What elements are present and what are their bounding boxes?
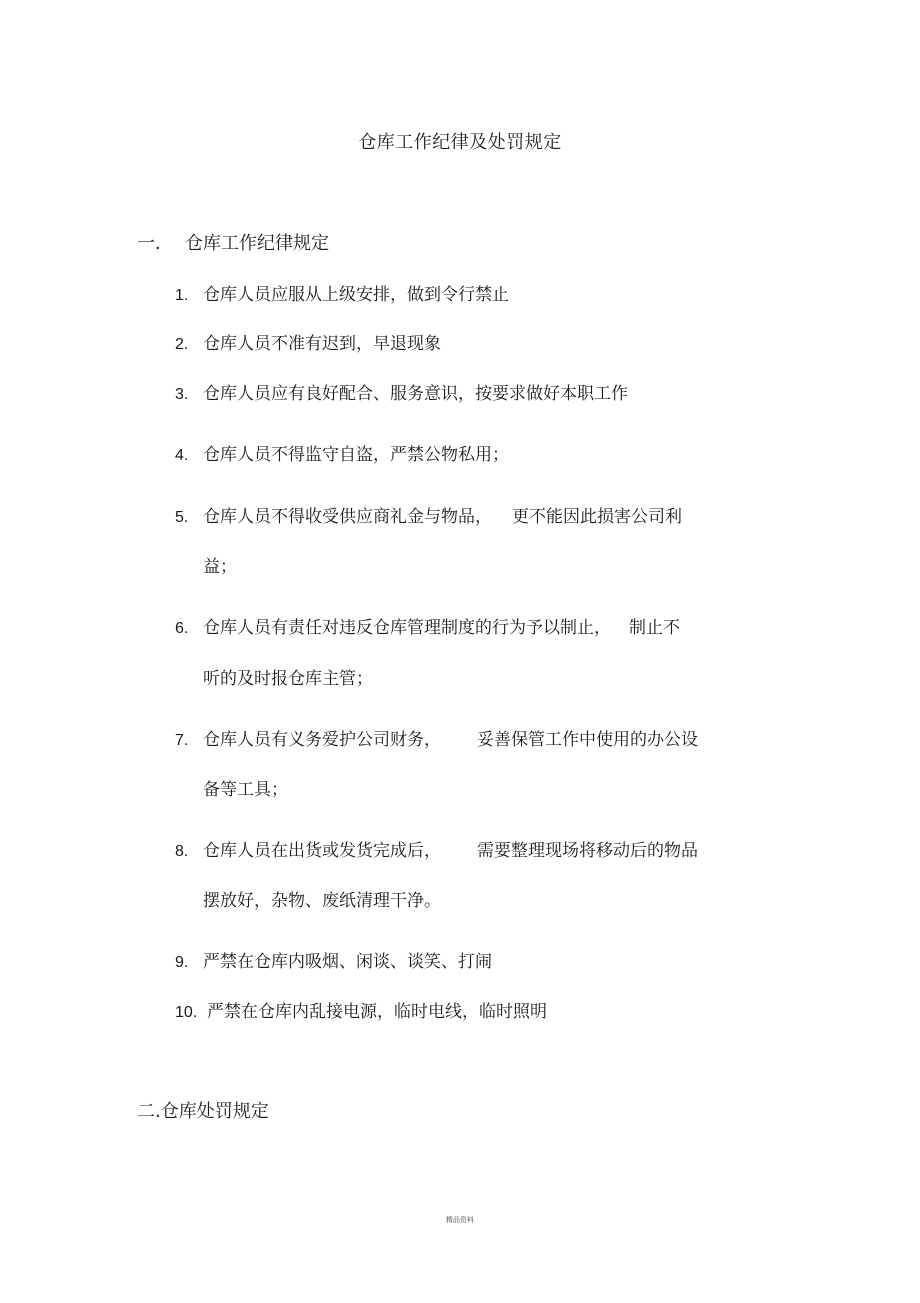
section-2-heading bbox=[137, 1097, 269, 1123]
list-item-3 bbox=[175, 379, 628, 404]
item-number: 6. bbox=[175, 620, 189, 637]
item-text: 仓库人员不得收受供应商礼金与物品， bbox=[203, 507, 492, 527]
item-number: 5. bbox=[175, 509, 189, 526]
list-item-2 bbox=[175, 329, 441, 354]
section-1-title: 仓库工作纪律规定 bbox=[185, 233, 329, 254]
item-number: 8. bbox=[175, 843, 189, 860]
item-text: 仓库人员不得监守自盗，严禁公物私用； bbox=[203, 445, 509, 465]
list-item-10 bbox=[175, 997, 547, 1022]
list-item-6-continuation: 听的及时报仓库主管； bbox=[203, 669, 373, 689]
list-item-1 bbox=[175, 280, 509, 305]
item-number: 1. bbox=[175, 287, 189, 304]
list-item-7-continuation: 备等工具； bbox=[203, 780, 288, 800]
item-text: 仓库人员有责任对违反仓库管理制度的行为予以制止， bbox=[203, 618, 611, 638]
item-text-continued: 制止不 bbox=[629, 618, 680, 638]
item-text: 严禁在仓库内吸烟、闲谈、谈笑、打闹 bbox=[203, 952, 492, 972]
document-title: 仓库工作纪律及处罚规定 bbox=[358, 132, 562, 153]
item-number: 2. bbox=[175, 336, 189, 353]
item-text: 仓库人员有义务爱护公司财务， bbox=[203, 730, 441, 750]
list-item-4 bbox=[175, 440, 509, 465]
item-number: 4. bbox=[175, 447, 189, 464]
item-text: 仓库人员应有良好配合、服务意识，按要求做好本职工作 bbox=[203, 384, 628, 404]
section-2-title: 仓库处罚规定 bbox=[160, 1101, 269, 1122]
page-footer: 精品资料 bbox=[446, 1216, 474, 1224]
item-number: 3. bbox=[175, 386, 189, 403]
list-item-9 bbox=[175, 947, 492, 972]
section-1-number: 一. bbox=[137, 233, 161, 254]
list-item-8 bbox=[175, 836, 698, 861]
section-1-heading bbox=[137, 229, 329, 255]
section-2-number: 二. bbox=[137, 1101, 161, 1122]
item-text: 严禁在仓库内乱接电源，临时电线，临时照明 bbox=[207, 1002, 547, 1022]
item-text: 仓库人员应服从上级安排，做到令行禁止 bbox=[203, 285, 509, 305]
list-item-5 bbox=[175, 502, 682, 527]
list-item-6 bbox=[175, 613, 680, 638]
item-text-continued: 妥善保管工作中使用的办公设 bbox=[477, 730, 698, 750]
item-text-continued: 需要整理现场将移动后的物品 bbox=[477, 841, 698, 861]
list-item-7 bbox=[175, 725, 698, 750]
list-item-8-continuation: 摆放好，杂物、废纸清理干净。 bbox=[203, 891, 441, 911]
item-number: 7. bbox=[175, 732, 189, 749]
item-number: 10. bbox=[175, 1004, 198, 1021]
list-item-5-continuation: 益； bbox=[203, 557, 237, 577]
item-text-continued: 更不能因此损害公司利 bbox=[512, 507, 682, 527]
item-text: 仓库人员不准有迟到，早退现象 bbox=[203, 334, 441, 354]
item-text: 仓库人员在出货或发货完成后， bbox=[203, 841, 441, 861]
item-number: 9. bbox=[175, 954, 189, 971]
